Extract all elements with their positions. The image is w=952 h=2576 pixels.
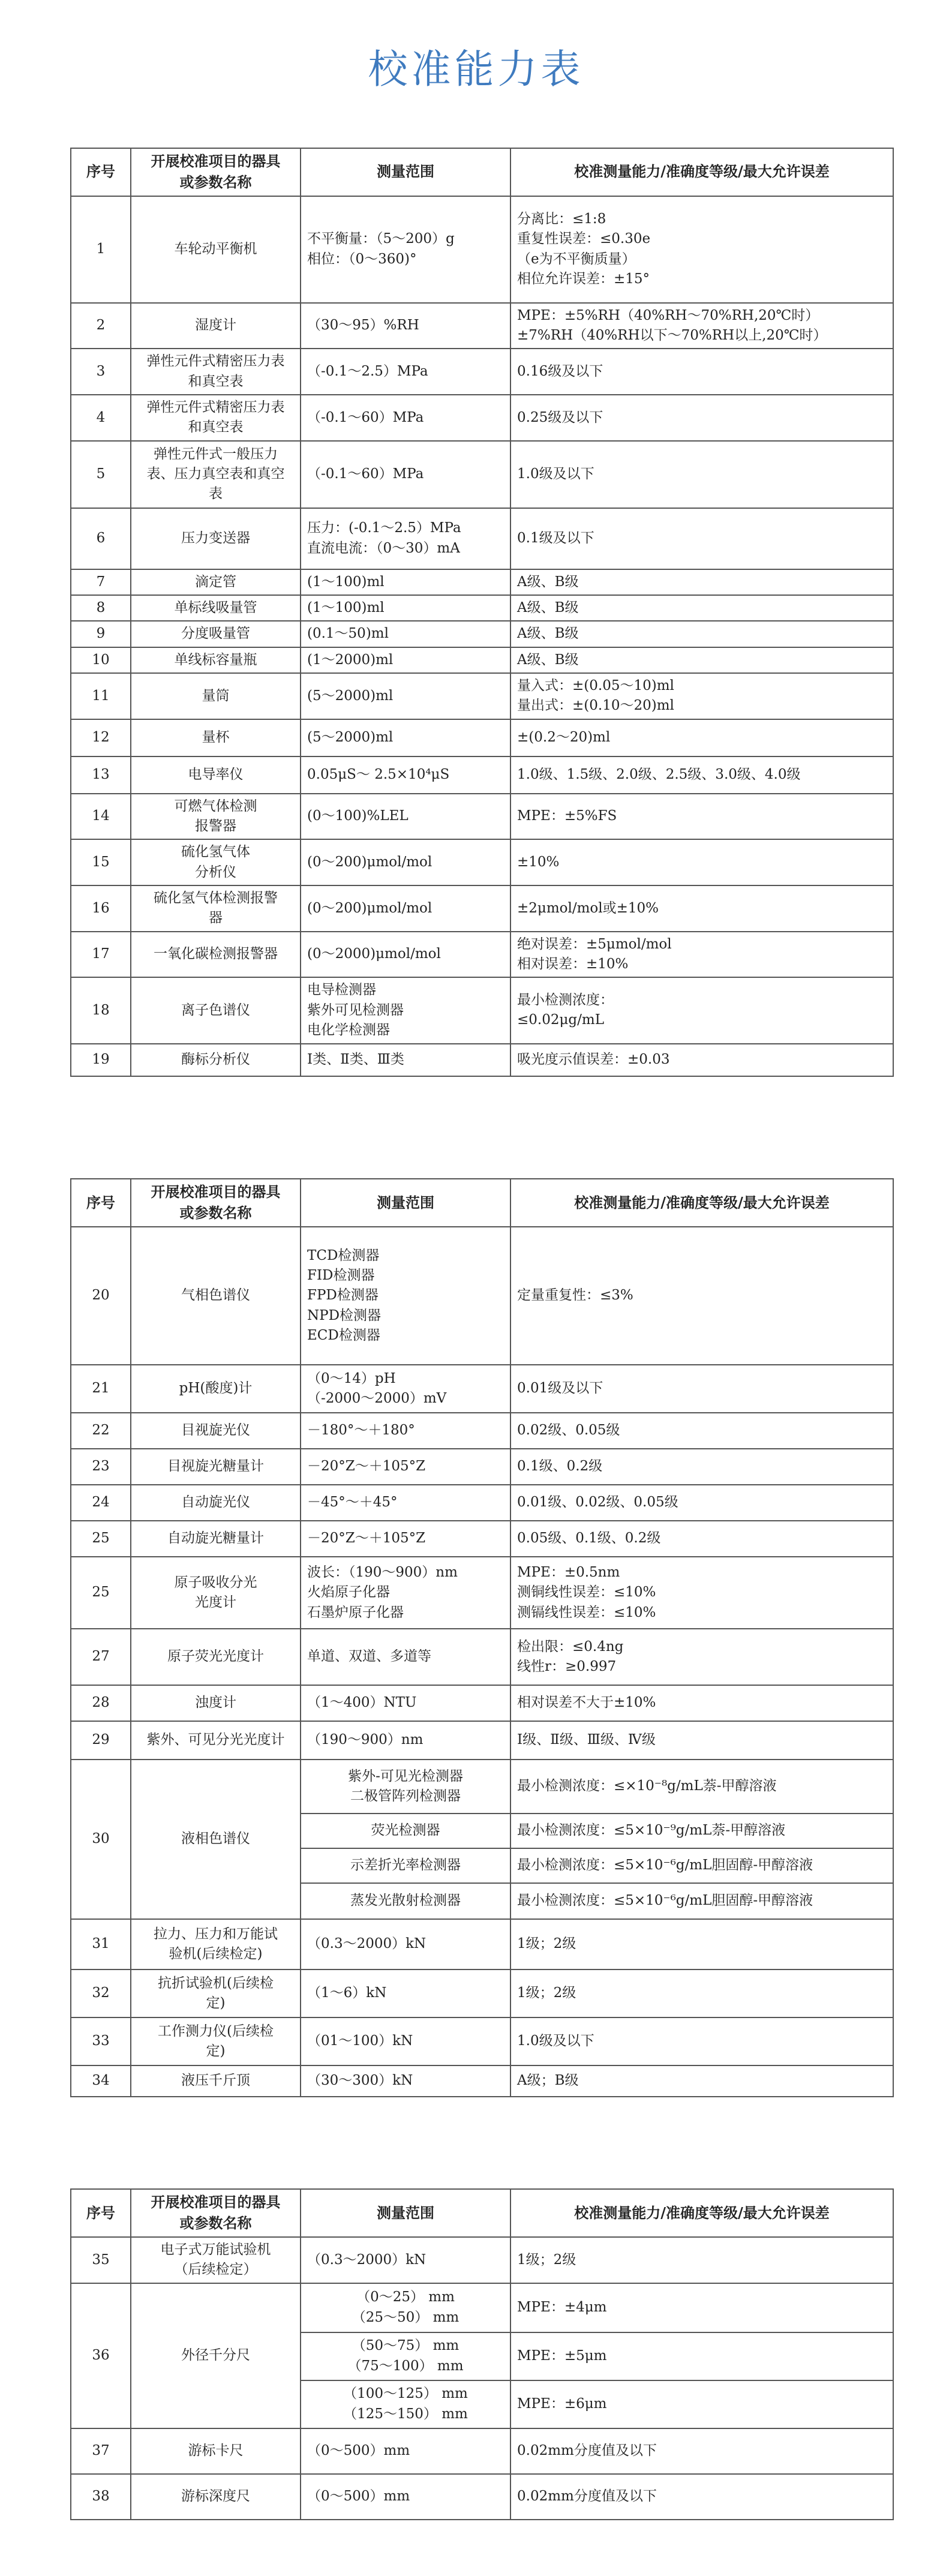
accuracy: 最小检测浓度：≤5×10⁻⁹g/mL萘-甲醇溶液 xyxy=(510,1814,893,1848)
accuracy: MPE：±5%RH（40%RH～70%RH,20℃时） ±7%RH（40%RH以下～70%RH以上,20℃时） xyxy=(510,303,893,349)
row-number: 11 xyxy=(71,673,131,719)
instrument-name: 浊度计 xyxy=(131,1685,301,1721)
row-number: 24 xyxy=(71,1485,131,1521)
instrument-name: 目视旋光仪 xyxy=(131,1413,301,1449)
measurement-range: （190～900）nm xyxy=(301,1721,510,1760)
accuracy: 1级；2级 xyxy=(510,1969,893,2017)
header-range: 测量范围 xyxy=(301,1179,510,1227)
row-number: 15 xyxy=(71,839,131,885)
table-header-row xyxy=(71,1179,893,1227)
row-number: 16 xyxy=(71,885,131,932)
accuracy: A级、B级 xyxy=(510,569,893,595)
measurement-range: 紫外-可见光检测器 二极管阵列检测器 xyxy=(301,1760,510,1814)
instrument-name: 滴定管 xyxy=(131,569,301,595)
row-number: 29 xyxy=(71,1721,131,1760)
accuracy: 0.25级及以下 xyxy=(510,395,893,441)
measurement-range: 不平衡量：（5～200）g 相位：（0～360)° xyxy=(301,196,510,303)
measurement-range: （-0.1～60）MPa xyxy=(301,395,510,441)
table-row xyxy=(71,1685,893,1721)
header-no: 序号 xyxy=(71,2189,131,2237)
measurement-range: (1～2000)ml xyxy=(301,647,510,673)
table-row xyxy=(71,2017,893,2065)
accuracy: MPE：±4μm xyxy=(510,2283,893,2332)
row-number: 19 xyxy=(71,1044,131,1076)
table-row xyxy=(71,2065,893,2097)
measurement-range: (0～200)μmol/mol xyxy=(301,839,510,885)
table-row xyxy=(71,673,893,719)
instrument-name: 单标线吸量管 xyxy=(131,595,301,621)
table-row xyxy=(71,932,893,978)
table-row xyxy=(71,595,893,621)
accuracy: 0.02级、0.05级 xyxy=(510,1413,893,1449)
measurement-range: 0.05μS～ 2.5×10⁴μS xyxy=(301,756,510,794)
instrument-name: 目视旋光糖量计 xyxy=(131,1449,301,1485)
row-number: 25 xyxy=(71,1521,131,1557)
table-row xyxy=(71,719,893,756)
instrument-name: 电子式万能试验机 （后续检定） xyxy=(131,2237,301,2283)
measurement-range: （0.3～2000）kN xyxy=(301,1919,510,1969)
instrument-name: 量筒 xyxy=(131,673,301,719)
header-range: 测量范围 xyxy=(301,2189,510,2237)
instrument-name: 弹性元件式一般压力 表、压力真空表和真空 表 xyxy=(131,441,301,508)
measurement-range: Ⅰ类、Ⅱ类、Ⅲ类 xyxy=(301,1044,510,1076)
measurement-range: (5～2000)ml xyxy=(301,673,510,719)
row-number: 34 xyxy=(71,2065,131,2097)
accuracy: ±(0.2～20)ml xyxy=(510,719,893,756)
row-number: 35 xyxy=(71,2237,131,2283)
row-number: 38 xyxy=(71,2474,131,2520)
table-row xyxy=(71,1629,893,1685)
row-number: 27 xyxy=(71,1629,131,1685)
table-row xyxy=(71,349,893,395)
accuracy: 绝对误差：±5μmol/mol 相对误差：±10% xyxy=(510,932,893,978)
accuracy: ±2μmol/mol或±10% xyxy=(510,885,893,932)
row-number: 6 xyxy=(71,508,131,569)
measurement-range: （30～95）%RH xyxy=(301,303,510,349)
accuracy: MPE：±5%FS xyxy=(510,794,893,840)
accuracy: MPE：±6μm xyxy=(510,2380,893,2428)
table-row xyxy=(71,1449,893,1485)
measurement-range: 电导检测器 紫外可见检测器 电化学检测器 xyxy=(301,977,510,1043)
measurement-range: （01～100）kN xyxy=(301,2017,510,2065)
table-row xyxy=(71,1969,893,2017)
calibration-table-1 xyxy=(70,148,894,1077)
row-number: 2 xyxy=(71,303,131,349)
measurement-range: 示差折光率检测器 xyxy=(301,1848,510,1883)
accuracy: 1级；2级 xyxy=(510,2237,893,2283)
accuracy: 分离比：≤1:8 重复性误差：≤0.30e （e为不平衡质量） 相位允许误差：±15° xyxy=(510,196,893,303)
instrument-name: 自动旋光仪 xyxy=(131,1485,301,1521)
table-row xyxy=(71,395,893,441)
instrument-name: 硫化氢气体 分析仪 xyxy=(131,839,301,885)
measurement-range: （50～75） mm （75～100） mm xyxy=(301,2332,510,2380)
table-row xyxy=(71,2428,893,2474)
accuracy: ±10% xyxy=(510,839,893,885)
row-number: 8 xyxy=(71,595,131,621)
table-row xyxy=(71,508,893,569)
measurement-range: TCD检测器 FID检测器 FPD检测器 NPD检测器 ECD检测器 xyxy=(301,1227,510,1365)
instrument-name: 酶标分析仪 xyxy=(131,1044,301,1076)
instrument-name: 弹性元件式精密压力表 和真空表 xyxy=(131,349,301,395)
table-row xyxy=(71,1557,893,1629)
instrument-name: 外径千分尺 xyxy=(131,2283,301,2428)
table-header-row xyxy=(71,148,893,196)
accuracy: 相对误差不大于±10% xyxy=(510,1685,893,1721)
row-number: 13 xyxy=(71,756,131,794)
row-number: 31 xyxy=(71,1919,131,1969)
row-number: 7 xyxy=(71,569,131,595)
accuracy: A级、B级 xyxy=(510,621,893,647)
measurement-range: (1～100)ml xyxy=(301,595,510,621)
table-row xyxy=(71,1365,893,1413)
instrument-name: 气相色谱仪 xyxy=(131,1227,301,1365)
row-number: 3 xyxy=(71,349,131,395)
table-row xyxy=(71,2283,893,2332)
instrument-name: 抗折试验机(后续检 定) xyxy=(131,1969,301,2017)
row-number: 22 xyxy=(71,1413,131,1449)
measurement-range: (0～100)%LEL xyxy=(301,794,510,840)
measurement-range: －45°～＋45° xyxy=(301,1485,510,1521)
measurement-range: (0～200)μmol/mol xyxy=(301,885,510,932)
measurement-range: －180°～＋180° xyxy=(301,1413,510,1449)
instrument-name: 电导率仪 xyxy=(131,756,301,794)
measurement-range: （0～25） mm （25～50） mm xyxy=(301,2283,510,2332)
instrument-name: 自动旋光糖量计 xyxy=(131,1521,301,1557)
accuracy: 0.16级及以下 xyxy=(510,349,893,395)
table-row xyxy=(71,1485,893,1521)
table-row xyxy=(71,977,893,1043)
measurement-range: (1～100)ml xyxy=(301,569,510,595)
measurement-range: （1～400）NTU xyxy=(301,1685,510,1721)
row-number: 18 xyxy=(71,977,131,1043)
instrument-name: 车轮动平衡机 xyxy=(131,196,301,303)
accuracy: Ⅰ级、Ⅱ级、Ⅲ级、Ⅳ级 xyxy=(510,1721,893,1760)
accuracy: 0.01级及以下 xyxy=(510,1365,893,1413)
accuracy: 定量重复性：≤3% xyxy=(510,1227,893,1365)
instrument-name: 液相色谱仪 xyxy=(131,1760,301,1919)
table-header-row xyxy=(71,2189,893,2237)
measurement-range: （0.3～2000）kN xyxy=(301,2237,510,2283)
row-number: 33 xyxy=(71,2017,131,2065)
accuracy: 1.0级及以下 xyxy=(510,2017,893,2065)
accuracy: MPE：±0.5nm 测铜线性误差：≤10% 测镉线性误差：≤10% xyxy=(510,1557,893,1629)
instrument-name: 分度吸量管 xyxy=(131,621,301,647)
table-row xyxy=(71,1919,893,1969)
accuracy: A级、B级 xyxy=(510,647,893,673)
instrument-name: 一氧化碳检测报警器 xyxy=(131,932,301,978)
instrument-name: 液压千斤顶 xyxy=(131,2065,301,2097)
measurement-range: －20°Z～＋105°Z xyxy=(301,1449,510,1485)
header-accuracy: 校准测量能力/准确度等级/最大允许误差 xyxy=(510,1179,893,1227)
table-row xyxy=(71,2474,893,2520)
measurement-range: 波长：（190～900）nm 火焰原子化器 石墨炉原子化器 xyxy=(301,1557,510,1629)
measurement-range: （-0.1～2.5）MPa xyxy=(301,349,510,395)
table-row xyxy=(71,1760,893,1814)
table-row xyxy=(71,196,893,303)
measurement-range: （-0.1～60）MPa xyxy=(301,441,510,508)
instrument-name: 可燃气体检测 报警器 xyxy=(131,794,301,840)
instrument-name: 单线标容量瓶 xyxy=(131,647,301,673)
header-no: 序号 xyxy=(71,148,131,196)
header-name: 开展校准项目的器具 或参数名称 xyxy=(131,1179,301,1227)
table-row xyxy=(71,1721,893,1760)
instrument-name: 游标卡尺 xyxy=(131,2428,301,2474)
accuracy: A级；B级 xyxy=(510,2065,893,2097)
accuracy: 最小检测浓度： ≤0.02μg/mL xyxy=(510,977,893,1043)
instrument-name: 紫外、可见分光光度计 xyxy=(131,1721,301,1760)
accuracy: 0.02mm分度值及以下 xyxy=(510,2474,893,2520)
header-range: 测量范围 xyxy=(301,148,510,196)
instrument-name: 离子色谱仪 xyxy=(131,977,301,1043)
row-number: 36 xyxy=(71,2283,131,2428)
measurement-range: （1～6）kN xyxy=(301,1969,510,2017)
row-number: 9 xyxy=(71,621,131,647)
accuracy: 0.05级、0.1级、0.2级 xyxy=(510,1521,893,1557)
table-row xyxy=(71,794,893,840)
row-number: 28 xyxy=(71,1685,131,1721)
row-number: 30 xyxy=(71,1760,131,1919)
table-row xyxy=(71,441,893,508)
accuracy: 最小检测浓度：≤×10⁻⁸g/mL萘-甲醇溶液 xyxy=(510,1760,893,1814)
table-row xyxy=(71,1521,893,1557)
accuracy: 1.0级及以下 xyxy=(510,441,893,508)
instrument-name: 硫化氢气体检测报警 器 xyxy=(131,885,301,932)
accuracy: A级、B级 xyxy=(510,595,893,621)
accuracy: 最小检测浓度：≤5×10⁻⁶g/mL胆固醇-甲醇溶液 xyxy=(510,1883,893,1919)
accuracy: 0.1级、0.2级 xyxy=(510,1449,893,1485)
measurement-range: (0～2000)μmol/mol xyxy=(301,932,510,978)
measurement-range: (5～2000)ml xyxy=(301,719,510,756)
table-row xyxy=(71,2237,893,2283)
accuracy: 检出限：≤0.4ng 线性r：≥0.997 xyxy=(510,1629,893,1685)
row-number: 5 xyxy=(71,441,131,508)
instrument-name: 原子吸收分光 光度计 xyxy=(131,1557,301,1629)
accuracy: 0.01级、0.02级、0.05级 xyxy=(510,1485,893,1521)
measurement-range: （0～14）pH （-2000～2000）mV xyxy=(301,1365,510,1413)
accuracy: 量入式：±(0.05～10)ml 量出式：±(0.10～20)ml xyxy=(510,673,893,719)
row-number: 17 xyxy=(71,932,131,978)
table-row xyxy=(71,303,893,349)
page-title: 校准能力表 xyxy=(368,46,584,92)
row-number: 14 xyxy=(71,794,131,840)
calibration-table-3 xyxy=(70,2188,894,2520)
table-row xyxy=(71,756,893,794)
measurement-range: 荧光检测器 xyxy=(301,1814,510,1848)
measurement-range: 蒸发光散射检测器 xyxy=(301,1883,510,1919)
accuracy: MPE：±5μm xyxy=(510,2332,893,2380)
instrument-name: 弹性元件式精密压力表 和真空表 xyxy=(131,395,301,441)
calibration-table-2 xyxy=(70,1178,894,2097)
row-number: 21 xyxy=(71,1365,131,1413)
accuracy: 最小检测浓度：≤5×10⁻⁶g/mL胆固醇-甲醇溶液 xyxy=(510,1848,893,1883)
accuracy: 1.0级、1.5级、2.0级、2.5级、3.0级、4.0级 xyxy=(510,756,893,794)
header-accuracy: 校准测量能力/准确度等级/最大允许误差 xyxy=(510,148,893,196)
row-number: 37 xyxy=(71,2428,131,2474)
instrument-name: 工作测力仪(后续检 定) xyxy=(131,2017,301,2065)
row-number: 1 xyxy=(71,196,131,303)
row-number: 10 xyxy=(71,647,131,673)
instrument-name: 压力变送器 xyxy=(131,508,301,569)
table-row xyxy=(71,1227,893,1365)
table-row xyxy=(71,839,893,885)
row-number: 23 xyxy=(71,1449,131,1485)
measurement-range: －20°Z～＋105°Z xyxy=(301,1521,510,1557)
measurement-range: 单道、双道、多道等 xyxy=(301,1629,510,1685)
measurement-range: 压力：(-0.1～2.5）MPa 直流电流：（0～30）mA xyxy=(301,508,510,569)
table-row xyxy=(71,885,893,932)
row-number: 32 xyxy=(71,1969,131,2017)
row-number: 12 xyxy=(71,719,131,756)
row-number: 4 xyxy=(71,395,131,441)
instrument-name: 游标深度尺 xyxy=(131,2474,301,2520)
row-number: 25 xyxy=(71,1557,131,1629)
header-name: 开展校准项目的器具 或参数名称 xyxy=(131,2189,301,2237)
instrument-name: 湿度计 xyxy=(131,303,301,349)
header-no: 序号 xyxy=(71,1179,131,1227)
accuracy: 1级；2级 xyxy=(510,1919,893,1969)
instrument-name: 原子荧光光度计 xyxy=(131,1629,301,1685)
measurement-range: （0～500）mm xyxy=(301,2474,510,2520)
table-row xyxy=(71,647,893,673)
table-row xyxy=(71,1413,893,1449)
accuracy: 吸光度示值误差：±0.03 xyxy=(510,1044,893,1076)
measurement-range: （30～300）kN xyxy=(301,2065,510,2097)
measurement-range: （100～125） mm （125～150） mm xyxy=(301,2380,510,2428)
table-row xyxy=(71,621,893,647)
measurement-range: (0.1～50)ml xyxy=(301,621,510,647)
instrument-name: 量杯 xyxy=(131,719,301,756)
header-name: 开展校准项目的器具 或参数名称 xyxy=(131,148,301,196)
header-accuracy: 校准测量能力/准确度等级/最大允许误差 xyxy=(510,2189,893,2237)
measurement-range: （0～500）mm xyxy=(301,2428,510,2474)
accuracy: 0.1级及以下 xyxy=(510,508,893,569)
table-row xyxy=(71,569,893,595)
table-row xyxy=(71,1044,893,1076)
instrument-name: pH(酸度)计 xyxy=(131,1365,301,1413)
accuracy: 0.02mm分度值及以下 xyxy=(510,2428,893,2474)
row-number: 20 xyxy=(71,1227,131,1365)
instrument-name: 拉力、压力和万能试 验机(后续检定) xyxy=(131,1919,301,1969)
